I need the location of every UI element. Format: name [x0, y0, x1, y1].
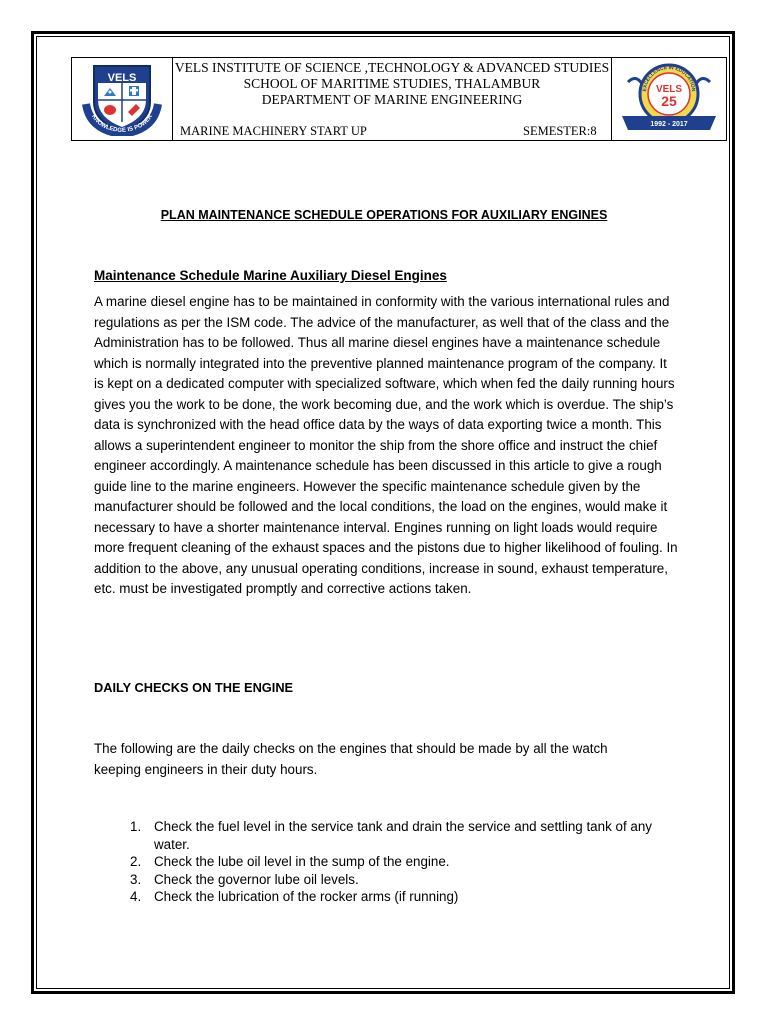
vels-institute-logo — [80, 60, 164, 136]
list-item-number: 3. — [130, 871, 142, 887]
header-divider-right — [611, 57, 612, 141]
list-item — [94, 853, 674, 871]
logo-left-text: VELS — [107, 72, 137, 84]
list-item-number: 2. — [130, 854, 142, 869]
logo-right-text: VELS — [655, 84, 683, 95]
list-item-number: 1. — [130, 819, 142, 834]
list-item — [94, 888, 674, 906]
list-item-text: Check the lubrication of the rocker arms (if running) — [154, 889, 459, 904]
body-paragraph: A marine diesel engine has to be maintained in conformity with the various international rules and regulations as per the ISM code. The advice of the manufacturer, as well that of the class and the Administration has to be followed. Thus all marine diesel engines have a maintenance schedule which is normally integrated into the preventive planned maintenance program of the company. It is kept on a dedicated computer with specialized software, which when fed the daily running hours gives you the work to be done, the work becoming due, and the work which is overdue. The ship’s data is synchronized with the head office data by the ways of data exporting twice a month. This allows a superintendent engineer to monitor the ship from the shore office and instruct the chief engineer accordingly. A maintenance schedule has been discussed in this article to give a rough guide line to the marine engineers. However the specific maintenance schedule given by the manufacturer should be followed and the local conditions, the load on the engines, would make it necessary to have a shorter maintenance interval. Engines running on light loads would require more frequent cleaning of the exhaust spaces and the pistons due to higher likelihood of fouling. In addition to the above, any unusual operating conditions, increase in sound, exhaust temperature, etc. must be investigated promptly and corrective actions taken. — [94, 294, 678, 596]
list-item-number: 4. — [130, 889, 142, 904]
logo-right-years: 1992 - 2017 — [650, 121, 688, 128]
list-item — [94, 871, 674, 889]
vels-25-years-logo — [618, 60, 720, 132]
daily-checks-intro: The following are the daily checks on the engines that should be made by all the watch keeping engineers in their duty hours. — [94, 741, 608, 777]
page-title: PLAN MAINTENANCE SCHEDULE OPERATIONS FOR AUXILIARY ENGINES — [160, 208, 608, 222]
course-title: MARINE MACHINERY START UP — [180, 124, 367, 138]
daily-checks-heading: DAILY CHECKS ON THE ENGINE — [94, 680, 294, 695]
semester-label: SEMESTER:8 — [523, 124, 597, 138]
list-item-text: Check the fuel level in the service tank and drain the service and settling tank of any water. — [154, 819, 652, 852]
daily-checks-list — [94, 818, 674, 906]
logo-right-number: 25 — [661, 93, 677, 109]
school-name: SCHOOL OF MARITIME STUDIES, THALAMBUR — [243, 76, 541, 91]
institute-name: VELS INSTITUTE OF SCIENCE ,TECHNOLOGY & ADVANCED STUDIES — [174, 60, 610, 75]
list-item — [94, 818, 674, 853]
logo-left-motto: KNOWLEDGE IS POWER — [90, 113, 154, 135]
department-name: DEPARTMENT OF MARINE ENGINEERING — [261, 92, 523, 107]
logo-right-arc-text: EXCELLENCE IN EDUCATION — [641, 64, 697, 92]
list-item-text: Check the governor lube oil levels. — [154, 871, 359, 887]
section-subheading: Maintenance Schedule Marine Auxiliary Diesel Engines — [94, 268, 447, 283]
list-item-text: Check the lube oil level in the sump of the engine. — [154, 854, 450, 869]
